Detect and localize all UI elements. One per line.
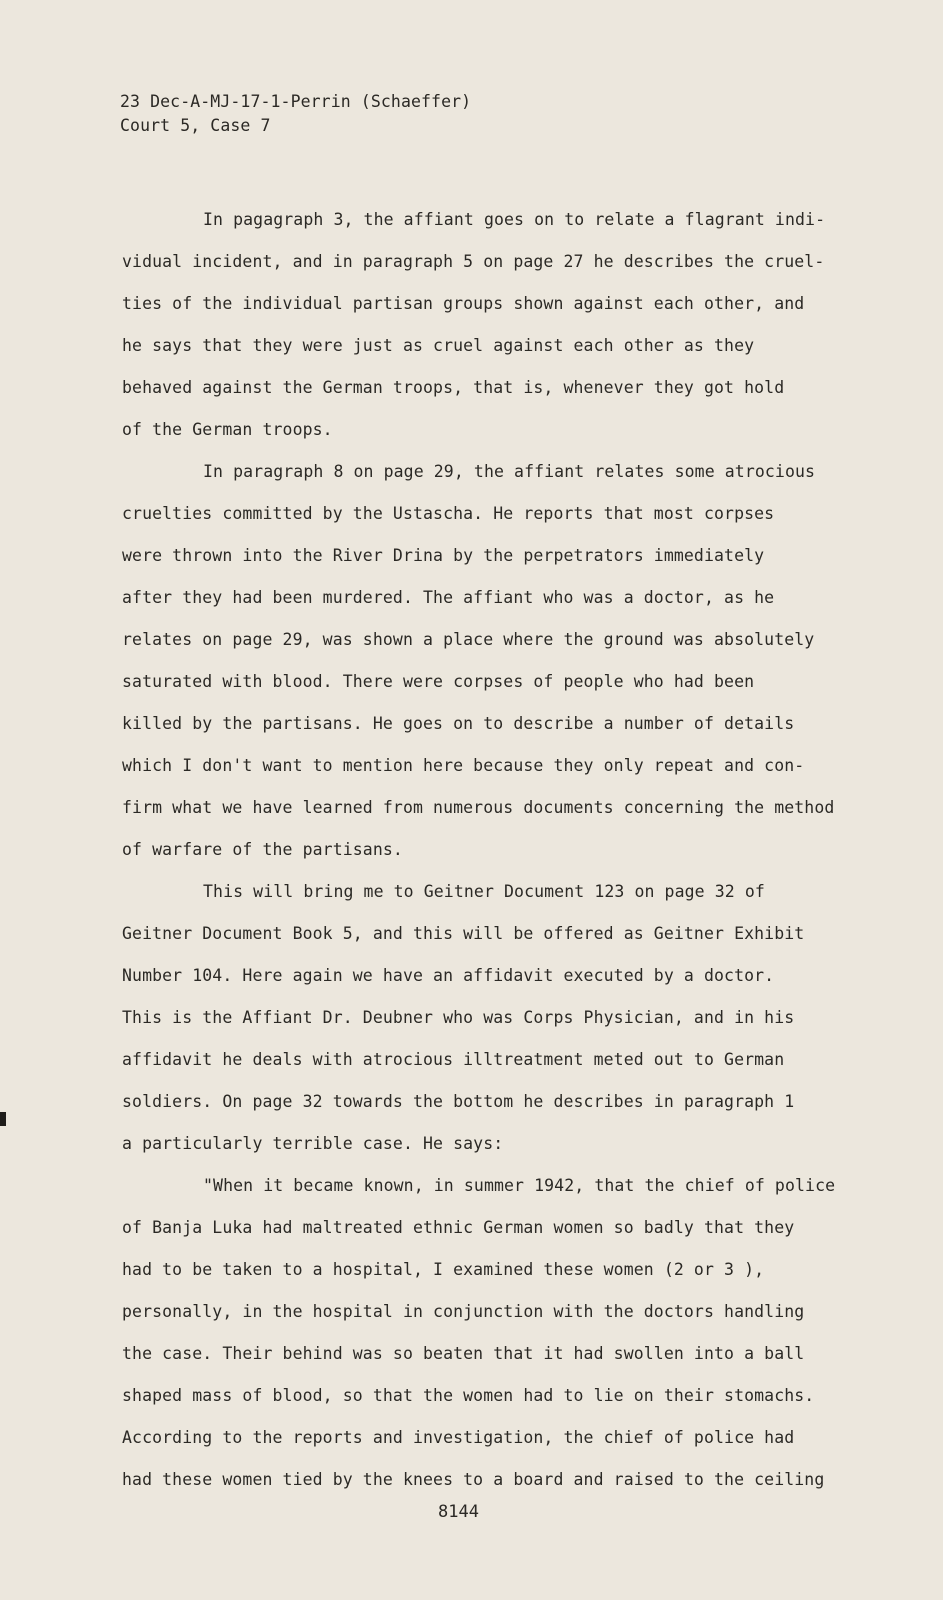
text-line: relates on page 29, was shown a place where the ground was absolutely [122,630,815,649]
text-line: According to the reports and investigation, the chief of police had [122,1428,795,1447]
text-line: saturated with blood. There were corpses of people who had been [122,672,755,691]
page-number: 8144 [438,1502,479,1522]
text-line: Number 104. Here again we have an affidavit executed by a doctor. [122,966,775,985]
text-line: "When it became known, in summer 1942, that the chief of police [203,1176,836,1195]
header-court-case: Court 5, Case 7 [120,116,271,135]
text-line: In pagagraph 3, the affiant goes on to relate a flagrant indi- [203,210,826,229]
document-header [120,90,471,138]
text-line: were thrown into the River Drina by the perpetrators immediately [122,546,765,565]
text-line: personally, in the hospital in conjunction with the doctors handling [122,1302,805,1321]
text-line: had to be taken to a hospital, I examined these women (2 or 3 ), [122,1260,765,1279]
text-line: which I don't want to mention here because they only repeat and con- [122,756,805,775]
text-line: of warfare of the partisans. [122,840,403,859]
text-line: shaped mass of blood, so that the women had to lie on their stomachs. [122,1386,815,1405]
text-line: a particularly terrible case. He says: [122,1134,504,1153]
text-line: vidual incident, and in paragraph 5 on page 27 he describes the cruel- [122,252,825,271]
text-line: of the German troops. [122,420,333,439]
text-line: had these women tied by the knees to a board and raised to the ceiling [122,1470,825,1489]
text-line: Geitner Document Book 5, and this will be offered as Geitner Exhibit [122,924,805,943]
text-line: behaved against the German troops, that is, whenever they got hold [122,378,785,397]
text-line: affidavit he deals with atrocious illtreatment meted out to German [122,1050,785,1069]
text-line: cruelties committed by the Ustascha. He reports that most corpses [122,504,775,523]
text-line: of Banja Luka had maltreated ethnic German women so badly that they [122,1218,795,1237]
text-line: In paragraph 8 on page 29, the affiant relates some atrocious [203,462,816,481]
punch-mark [0,1112,6,1126]
text-line: firm what we have learned from numerous documents concerning the method [122,798,835,817]
text-line: This is the Affiant Dr. Deubner who was Corps Physician, and in his [122,1008,795,1027]
text-line: This will bring me to Geitner Document 123 on page 32 of [203,882,765,901]
header-reference: 23 Dec-A-MJ-17-1-Perrin (Schaeffer) [120,92,472,111]
text-line: after they had been murdered. The affiant who was a doctor, as he [122,588,775,607]
text-line: the case. Their behind was so beaten that it had swollen into a ball [122,1344,805,1363]
text-line: he says that they were just as cruel against each other as they [122,336,755,355]
text-line: ties of the individual partisan groups shown against each other, and [122,294,805,313]
text-line: soldiers. On page 32 towards the bottom he describes in paragraph 1 [122,1092,795,1111]
text-line: killed by the partisans. He goes on to describe a number of details [122,714,795,733]
